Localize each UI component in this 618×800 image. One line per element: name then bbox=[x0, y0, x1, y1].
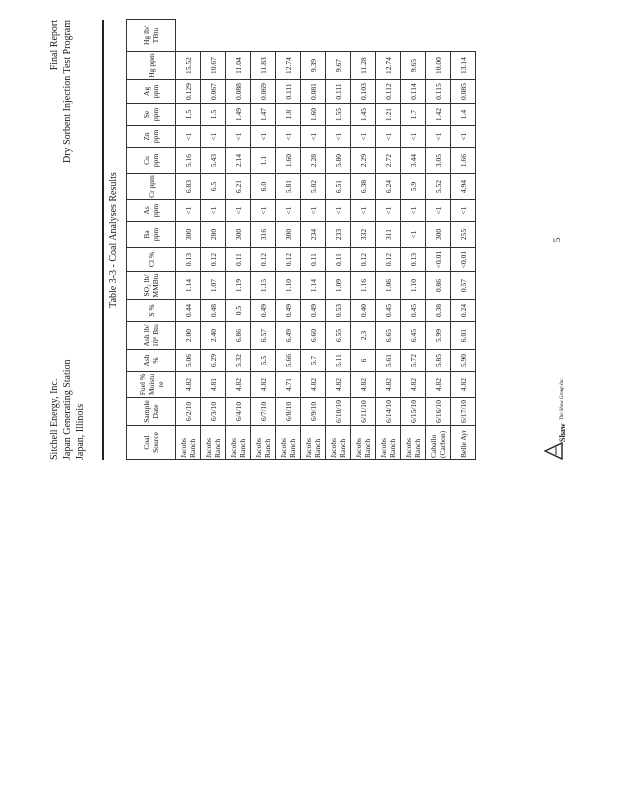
table-cell: 5.61 bbox=[376, 350, 401, 372]
table-cell: 1.7 bbox=[401, 104, 426, 126]
table-cell: 2.00 bbox=[176, 322, 201, 350]
table-row bbox=[176, 20, 201, 460]
table-cell: <1 bbox=[326, 126, 351, 148]
header-right-line-2: Dry Sorbent Injection Test Program bbox=[62, 20, 73, 163]
table-cell: 316 bbox=[251, 222, 276, 248]
table-cell: <1 bbox=[401, 126, 426, 148]
table-cell: 0.86 bbox=[426, 272, 451, 300]
table-cell: 1.15 bbox=[251, 272, 276, 300]
table-cell: 4.82 bbox=[326, 372, 351, 398]
header-right-line-1: Final Report bbox=[49, 20, 60, 71]
table-cell: <0.01 bbox=[426, 248, 451, 272]
table-cell: 4.82 bbox=[176, 372, 201, 398]
table-cell: 9.39 bbox=[301, 52, 326, 80]
table-cell: 1.16 bbox=[351, 272, 376, 300]
table-cell: 1.45 bbox=[351, 104, 376, 126]
header-left-line-3: Japan, Illinois bbox=[75, 403, 86, 460]
table-cell: 15.52 bbox=[176, 52, 201, 80]
table-cell: 4.82 bbox=[451, 372, 476, 398]
table-cell: 0.115 bbox=[426, 80, 451, 104]
table-cell: 6 bbox=[351, 350, 376, 372]
table-cell: 0.24 bbox=[451, 300, 476, 322]
page-number: 5 bbox=[552, 237, 562, 243]
table-cell: <1 bbox=[176, 200, 201, 222]
table-cell: <1 bbox=[451, 200, 476, 222]
table-header-row bbox=[127, 20, 176, 460]
table-cell: 3.44 bbox=[401, 148, 426, 174]
column-header: As ppm bbox=[127, 200, 176, 222]
table-cell: 280 bbox=[201, 222, 226, 248]
header-rule bbox=[102, 20, 104, 460]
table-cell: 0.111 bbox=[276, 80, 301, 104]
table-row bbox=[326, 20, 351, 460]
table-cell: 1.60 bbox=[276, 148, 301, 174]
table-cell: 4.82 bbox=[251, 372, 276, 398]
table-cell: 2.40 bbox=[201, 322, 226, 350]
table-cell: 0.48 bbox=[201, 300, 226, 322]
table-cell: 9.65 bbox=[401, 52, 426, 80]
table-cell: 0.13 bbox=[401, 248, 426, 272]
table-cell: 1.42 bbox=[426, 104, 451, 126]
table-cell: 11.28 bbox=[351, 52, 376, 80]
table-cell: <1 bbox=[401, 200, 426, 222]
coal-analyses-table bbox=[126, 19, 476, 460]
table-cell: 1.47 bbox=[251, 104, 276, 126]
table-cell: <1 bbox=[226, 126, 251, 148]
table-cell: 0.5 bbox=[226, 300, 251, 322]
table-cell: 6/11/10 bbox=[351, 398, 376, 426]
table-cell: 6.60 bbox=[301, 322, 326, 350]
table-cell: 13.14 bbox=[451, 52, 476, 80]
table-row bbox=[401, 20, 426, 460]
table-cell: <1 bbox=[276, 200, 301, 222]
table-cell: <1 bbox=[251, 126, 276, 148]
logo-word: Shaw bbox=[558, 423, 567, 442]
table-cell: 12.74 bbox=[376, 52, 401, 80]
table-cell: 6/10/10 bbox=[326, 398, 351, 426]
column-header: Fuel % Moisture bbox=[127, 372, 176, 398]
table-cell: 5.7 bbox=[301, 350, 326, 372]
table-cell: 0.57 bbox=[451, 272, 476, 300]
table-cell: 4.82 bbox=[226, 372, 251, 398]
table-cell: 6.29 bbox=[201, 350, 226, 372]
table-cell: 11.83 bbox=[251, 52, 276, 80]
table-cell: 0.103 bbox=[351, 80, 376, 104]
table-cell: 5.11 bbox=[326, 350, 351, 372]
table-cell: 0.11 bbox=[301, 248, 326, 272]
table-cell: Jacobs Ranch bbox=[326, 426, 351, 460]
column-header: SO₂ lb/ MMBtu bbox=[127, 272, 176, 300]
table-cell: 4.82 bbox=[351, 372, 376, 398]
table-cell: 300 bbox=[276, 222, 301, 248]
table-cell: 234 bbox=[301, 222, 326, 248]
table-cell: 0.11 bbox=[226, 248, 251, 272]
table-cell: 6/14/10 bbox=[376, 398, 401, 426]
table-cell: 10.67 bbox=[201, 52, 226, 80]
table-cell: 6/2/10 bbox=[176, 398, 201, 426]
table-cell: 1.4 bbox=[451, 104, 476, 126]
table-cell: 0.088 bbox=[226, 80, 251, 104]
table-cell: <1 bbox=[401, 222, 426, 248]
table-cell: 1.1 bbox=[251, 148, 276, 174]
table-cell: 1.8 bbox=[276, 104, 301, 126]
table-cell: 2.14 bbox=[226, 148, 251, 174]
table-cell: 2.28 bbox=[301, 148, 326, 174]
table-cell: 11.04 bbox=[226, 52, 251, 80]
column-header: Cr ppm bbox=[127, 174, 176, 200]
table-cell: 6/4/10 bbox=[226, 398, 251, 426]
table-cell: 5.52 bbox=[426, 174, 451, 200]
table-cell: Caballo (Carbon) bbox=[426, 426, 451, 460]
table-cell: 5.82 bbox=[301, 174, 326, 200]
table-cell: 5.85 bbox=[426, 350, 451, 372]
table-cell: 4.82 bbox=[426, 372, 451, 398]
table-cell: 0.111 bbox=[326, 80, 351, 104]
column-header: Cl % bbox=[127, 248, 176, 272]
table-cell: <0.01 bbox=[451, 248, 476, 272]
table-cell: 5.43 bbox=[201, 148, 226, 174]
table-cell: 12.74 bbox=[276, 52, 301, 80]
table-cell: 1.21 bbox=[376, 104, 401, 126]
table-cell: 1.55 bbox=[326, 104, 351, 126]
table-cell: 3.05 bbox=[426, 148, 451, 174]
table-cell: 5.81 bbox=[276, 174, 301, 200]
table-cell: 0.12 bbox=[251, 248, 276, 272]
table-cell: Jacobs Ranch bbox=[301, 426, 326, 460]
table-cell: 0.12 bbox=[351, 248, 376, 272]
column-header: Sample Date bbox=[127, 398, 176, 426]
table-cell: 0.13 bbox=[176, 248, 201, 272]
table-cell: 6.38 bbox=[351, 174, 376, 200]
table-cell: 6.5 bbox=[201, 174, 226, 200]
table-cell: 0.129 bbox=[176, 80, 201, 104]
table-row bbox=[351, 20, 376, 460]
table-row bbox=[226, 20, 251, 460]
table-cell: 6.49 bbox=[276, 322, 301, 350]
column-header: Zn ppm bbox=[127, 126, 176, 148]
table-cell: 6.86 bbox=[226, 322, 251, 350]
table-cell: 1.14 bbox=[176, 272, 201, 300]
table-cell: <1 bbox=[201, 126, 226, 148]
table-cell: <1 bbox=[326, 200, 351, 222]
table-cell: 1.60 bbox=[301, 104, 326, 126]
table-cell: 0.11 bbox=[326, 248, 351, 272]
table-cell: 0.067 bbox=[201, 80, 226, 104]
table-cell: 4.94 bbox=[451, 174, 476, 200]
table-cell: 5.72 bbox=[401, 350, 426, 372]
table-cell: 6/3/10 bbox=[201, 398, 226, 426]
scanned-page bbox=[32, 20, 592, 460]
table-cell: 0.12 bbox=[276, 248, 301, 272]
table-cell: 1.06 bbox=[376, 272, 401, 300]
table-cell: 6.57 bbox=[251, 322, 276, 350]
table-cell: 1.09 bbox=[326, 272, 351, 300]
table-cell: 6.21 bbox=[226, 174, 251, 200]
column-header: Ag ppm bbox=[127, 80, 176, 104]
table-cell: 6/15/10 bbox=[401, 398, 426, 426]
table-row bbox=[376, 20, 401, 460]
table-cell: 6/8/10 bbox=[276, 398, 301, 426]
table-cell: <1 bbox=[226, 200, 251, 222]
table-cell: 0.49 bbox=[276, 300, 301, 322]
table-cell: 1.14 bbox=[301, 272, 326, 300]
table-cell: <1 bbox=[351, 126, 376, 148]
column-header: Ba ppm bbox=[127, 222, 176, 248]
table-cell: 9.67 bbox=[326, 52, 351, 80]
table-cell: 1.10 bbox=[276, 272, 301, 300]
table-cell: 300 bbox=[226, 222, 251, 248]
table-cell: 1.66 bbox=[451, 148, 476, 174]
table-cell: 5.5 bbox=[251, 350, 276, 372]
table-cell: 4.82 bbox=[401, 372, 426, 398]
table-cell: 5.9 bbox=[401, 174, 426, 200]
table-cell: 0.40 bbox=[351, 300, 376, 322]
table-cell: 1.5 bbox=[176, 104, 201, 126]
table-cell: <1 bbox=[351, 200, 376, 222]
header-left-line-2: Japan Generating Station bbox=[62, 359, 73, 460]
table-cell: Jacobs Ranch bbox=[251, 426, 276, 460]
table-cell: 5.80 bbox=[326, 148, 351, 174]
table-cell: Jacobs Ranch bbox=[201, 426, 226, 460]
table-cell: 255 bbox=[451, 222, 476, 248]
table-cell: <1 bbox=[201, 200, 226, 222]
table-cell: 1.19 bbox=[226, 272, 251, 300]
table-row bbox=[451, 20, 476, 460]
table-cell: 6/17/10 bbox=[451, 398, 476, 426]
table-cell: 1.10 bbox=[401, 272, 426, 300]
table-cell: 0.12 bbox=[201, 248, 226, 272]
table-cell: 5.16 bbox=[176, 148, 201, 174]
table-cell: 233 bbox=[326, 222, 351, 248]
table-cell: <1 bbox=[426, 200, 451, 222]
table-cell: <1 bbox=[426, 126, 451, 148]
table-cell: 6.83 bbox=[176, 174, 201, 200]
table-cell: 4.82 bbox=[376, 372, 401, 398]
table-cell: 6.45 bbox=[401, 322, 426, 350]
table-row bbox=[426, 20, 451, 460]
table-row bbox=[201, 20, 226, 460]
header-left bbox=[48, 359, 87, 460]
table-cell: <1 bbox=[301, 126, 326, 148]
table-cell: 5.90 bbox=[451, 350, 476, 372]
table-cell: 0.112 bbox=[376, 80, 401, 104]
table-cell: 0.069 bbox=[251, 80, 276, 104]
column-header: Hg ppm bbox=[127, 52, 176, 80]
column-header: Se ppm bbox=[127, 104, 176, 126]
header-right bbox=[48, 20, 74, 163]
table-cell: 1.49 bbox=[226, 104, 251, 126]
table-cell: 4.71 bbox=[276, 372, 301, 398]
table-cell: 6.65 bbox=[376, 322, 401, 350]
table-cell: Jacobs Ranch bbox=[226, 426, 251, 460]
table-cell: 5.66 bbox=[276, 350, 301, 372]
table-cell: 1.5 bbox=[201, 104, 226, 126]
table-cell: 2.29 bbox=[351, 148, 376, 174]
table-cell: 4.82 bbox=[301, 372, 326, 398]
table-cell: 311 bbox=[376, 222, 401, 248]
logo-tagline: The Shaw Group Inc. bbox=[560, 377, 565, 420]
table-row bbox=[251, 20, 276, 460]
table-cell: 6/9/10 bbox=[301, 398, 326, 426]
table-cell: <1 bbox=[301, 200, 326, 222]
table-row bbox=[301, 20, 326, 460]
table-cell: 2.3 bbox=[351, 322, 376, 350]
column-header: Cu ppm bbox=[127, 148, 176, 174]
table-cell: 6/7/10 bbox=[251, 398, 276, 426]
table-cell: 0.45 bbox=[401, 300, 426, 322]
table-cell: 332 bbox=[351, 222, 376, 248]
table-cell: 0.49 bbox=[251, 300, 276, 322]
table-cell: 0.085 bbox=[451, 80, 476, 104]
table-cell: 0.44 bbox=[176, 300, 201, 322]
table-cell: <1 bbox=[451, 126, 476, 148]
table-cell: 0.081 bbox=[301, 80, 326, 104]
column-header: S % bbox=[127, 300, 176, 322]
table-cell: 10.00 bbox=[426, 52, 451, 80]
table-cell: 4.81 bbox=[201, 372, 226, 398]
column-header: Coal Source bbox=[127, 426, 176, 460]
table-cell: 0.53 bbox=[326, 300, 351, 322]
column-header: Ash lb/ 10⁶ Btu bbox=[127, 322, 176, 350]
table-cell: 1.07 bbox=[201, 272, 226, 300]
table-cell: 6.01 bbox=[451, 322, 476, 350]
table-cell: 2.72 bbox=[376, 148, 401, 174]
table-body bbox=[176, 20, 476, 460]
column-header: Hg lb/ TBtu bbox=[127, 20, 176, 52]
table-cell: 0.114 bbox=[401, 80, 426, 104]
table-cell: 0.38 bbox=[426, 300, 451, 322]
table-cell: 6.55 bbox=[326, 322, 351, 350]
table-cell: <1 bbox=[276, 126, 301, 148]
table-cell: Belle Ayr bbox=[451, 426, 476, 460]
table-cell: <1 bbox=[376, 200, 401, 222]
table-cell: 300 bbox=[176, 222, 201, 248]
table-cell: Jacobs Ranch bbox=[351, 426, 376, 460]
table-cell: 0.12 bbox=[376, 248, 401, 272]
table-cell: <1 bbox=[376, 126, 401, 148]
table-cell: 5.99 bbox=[426, 322, 451, 350]
table-cell: 6.24 bbox=[376, 174, 401, 200]
table-cell: Jacobs Ranch bbox=[276, 426, 301, 460]
table-cell: Jacobs Ranch bbox=[176, 426, 201, 460]
table-cell: Jacobs Ranch bbox=[401, 426, 426, 460]
table-cell: 5.32 bbox=[226, 350, 251, 372]
table-cell: 5.06 bbox=[176, 350, 201, 372]
table-cell: 6.51 bbox=[326, 174, 351, 200]
column-header: Ash % bbox=[127, 350, 176, 372]
table-cell: 0.45 bbox=[376, 300, 401, 322]
table-cell: <1 bbox=[251, 200, 276, 222]
table-cell: 0.49 bbox=[301, 300, 326, 322]
table-cell: 6/16/10 bbox=[426, 398, 451, 426]
table-title: Table 3-3 - Coal Analyses Results bbox=[108, 172, 119, 308]
table-cell: 6.0 bbox=[251, 174, 276, 200]
table-cell: Jacobs Ranch bbox=[376, 426, 401, 460]
header-left-line-1: Sitchell Energy, Inc. bbox=[49, 378, 60, 460]
table-cell: 300 bbox=[426, 222, 451, 248]
table-cell: <1 bbox=[176, 126, 201, 148]
table-row bbox=[276, 20, 301, 460]
